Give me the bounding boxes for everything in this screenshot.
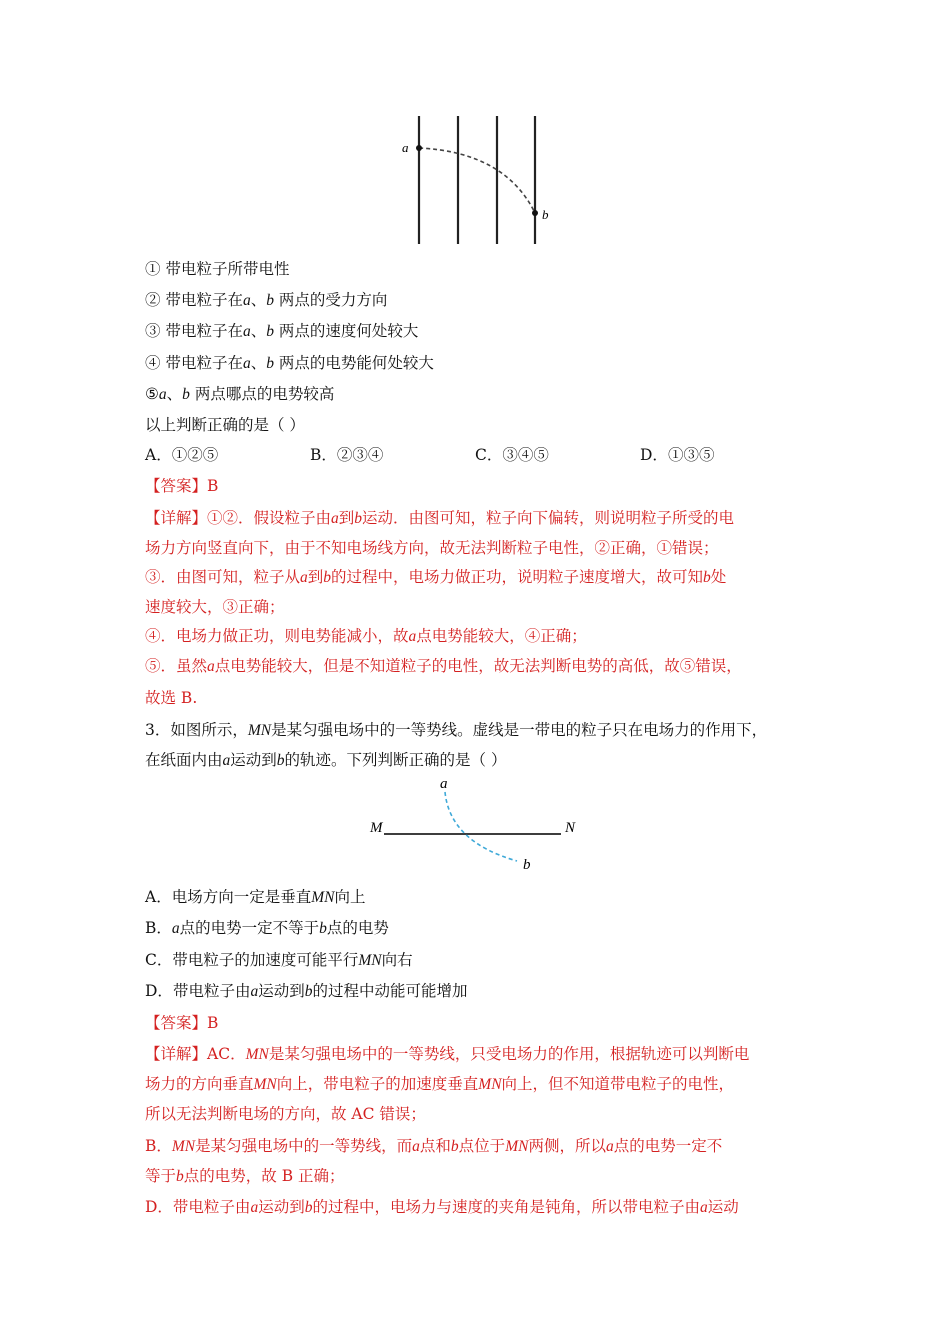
- point-b: [532, 210, 538, 216]
- q2-explain-2: 场力方向竖直向下，由于不知电场线方向，故无法判断粒子电性，②正确，①错误；: [145, 539, 719, 557]
- q2-answer: 【答案】B: [145, 477, 219, 495]
- q3-explain-4: B．MN是某匀强电场中的一等势线，而a点和b点位于MN两侧，所以a点的电势一定不: [145, 1137, 723, 1155]
- statement-5: ⑤a、b 两点哪点的电势较高: [145, 385, 335, 403]
- statement-1: ① 带电粒子所带电性: [145, 260, 290, 278]
- q2-option-d: D．①③⑤: [640, 446, 715, 464]
- q3-answer: 【答案】B: [145, 1014, 219, 1032]
- figure-equipotential: [0, 770, 950, 890]
- figure-field-lines: [0, 0, 950, 260]
- q2-option-b: B．②③④: [310, 446, 384, 464]
- q3-explain-3: 所以无法判断电场的方向，故 AC 错误；: [145, 1105, 426, 1123]
- q2-option-a: A．①②⑤: [145, 446, 219, 464]
- q3-stem-1: 3．如图所示，MN是某匀强电场中的一等势线。虚线是一带电的粒子只在电场力的作用下，: [145, 721, 768, 739]
- q3-option-c: C．带电粒子的加速度可能平行MN向右: [145, 951, 413, 969]
- statement-2: ② 带电粒子在a、b 两点的受力方向: [145, 291, 388, 309]
- q2-explain-1: 【详解】①②．假设粒子由a到b运动．由图可知，粒子向下偏转，则说明粒子所受的电: [145, 509, 735, 527]
- q2-option-c: C．③④⑤: [475, 446, 549, 464]
- label-b: b: [542, 207, 549, 222]
- point-a: [416, 145, 422, 151]
- q2-explain-7: 故选 B.: [145, 689, 198, 707]
- q2-prompt: 以上判断正确的是（ ）: [145, 416, 305, 434]
- statement-4: ④ 带电粒子在a、b 两点的电势能何处较大: [145, 354, 434, 372]
- label-m: M: [370, 820, 383, 836]
- label-q3-b: b: [523, 857, 531, 873]
- q3-stem-2: 在纸面内由a运动到b的轨迹。下列判断正确的是（ ）: [145, 751, 507, 769]
- q3-option-d: D．带电粒子由a运动到b的过程中动能可能增加: [145, 982, 468, 1000]
- label-n: N: [565, 820, 576, 836]
- q3-explain-1: 【详解】AC．MN是某匀强电场中的一等势线，只受电场力的作用，根据轨迹可以判断电: [145, 1045, 750, 1063]
- q2-explain-6: ⑤．虽然a点电势能较大，但是不知道粒子的电性，故无法判断电势的高低，故⑤错误，: [145, 657, 742, 675]
- q3-explain-6: D．带电粒子由a运动到b的过程中，电场力与速度的夹角是钝角，所以带电粒子由a运动: [145, 1198, 739, 1216]
- q3-option-a: A．电场方向一定是垂直MN向上: [145, 888, 366, 906]
- q3-explain-2: 场力的方向垂直MN向上，带电粒子的加速度垂直MN向上，但不知道带电粒子的电性，: [145, 1075, 735, 1093]
- q2-explain-5: ④．电场力做正功，则电势能减小，故a点电势能较大，④正确；: [145, 627, 587, 645]
- q3-explain-5: 等于b点的电势，故 B 正确；: [145, 1167, 345, 1185]
- q2-explain-4: 速度较大，③正确；: [145, 598, 285, 616]
- particle-path: [419, 148, 535, 213]
- trajectory-path: [445, 792, 517, 861]
- q3-option-b: B．a点的电势一定不等于b点的电势: [145, 919, 389, 937]
- statement-3: ③ 带电粒子在a、b 两点的速度何处较大: [145, 322, 419, 340]
- q2-explain-3: ③．由图可知，粒子从a到b的过程中，电场力做正功，说明粒子速度增大，故可知b处: [145, 568, 727, 586]
- label-q3-a: a: [440, 776, 448, 792]
- label-a: a: [402, 140, 409, 155]
